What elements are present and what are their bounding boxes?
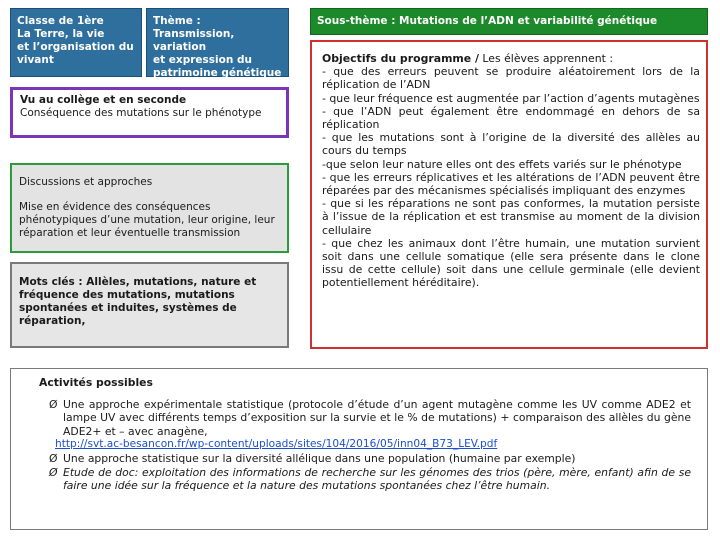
class-line: Classe de 1ère (17, 15, 104, 27)
objectives-heading (322, 52, 700, 65)
sub-theme-box (310, 8, 708, 35)
keywords-box (10, 262, 289, 348)
objective-item: - que les erreurs réplicatives et les altérations de l’ADN peuvent être réparées par des mécanismes spécialisés impliquant des enzymes (322, 170, 700, 198)
objective-item: - que l’ADN peut également être endommagé en dehors de sa réplication (322, 104, 700, 132)
objective-item: - que les mutations sont à l’origine de la diversité des allèles au cours du temps (322, 131, 700, 158)
prior-knowledge-title: Vu au collège et en seconde (20, 94, 187, 106)
theme-line: Thème : (153, 15, 201, 27)
class-line: vivant (17, 54, 54, 66)
theme-box (146, 8, 289, 77)
theme-line: Transmission, variation (153, 28, 235, 53)
discussions-title: Discussions et approches (19, 176, 153, 188)
objective-item: - que chez les animaux dont l’être humain, une mutation survient soit dans une cellule somatique (elle sera présente dans le clone issu de cette cellule) soit dans une cellule germinale (elle devient potentiellement héréditaire). (322, 236, 700, 290)
objective-item: - que si les réparations ne sont pas conformes, la mutation persiste à l’issue de la réplication et est transmise au moment de la division cellulaire (322, 197, 700, 237)
arrow-bullet-icon: Ø (49, 465, 58, 479)
keywords-text: Mots clés : Allèles, mutations, nature et fréquence des mutations, mutations spontanées et induites, systèmes de réparation, (19, 276, 257, 327)
class-line: et l’organisation du (17, 41, 134, 53)
activity-text: Une approche statistique sur la diversité allélique dans une population (humaine par exemple) (63, 451, 576, 465)
activity-text: Une approche expérimentale statistique (protocole d’étude d’un agent mutagène comme les UV comme ADE2 et lampe UV avec différents temps d’exposition sur la survie et le % de mutations) + comparaison des allèles du gène ADE2+ et – avec anagène, (63, 397, 691, 438)
class-line: La Terre, la vie (17, 28, 105, 40)
activities-box (10, 368, 708, 530)
activity-text: Etude de doc: exploitation des informations de recherche sur les génomes des trios (père, mère, enfant) afin de se faire une idée sur la fréquence et la nature des mutations spontanées chez l’être humain. (63, 465, 691, 493)
arrow-bullet-icon: Ø (49, 397, 58, 411)
objectives-intro: Les élèves apprennent : (478, 52, 614, 65)
discussions-box (10, 163, 289, 253)
activity-item (49, 397, 691, 439)
activities-title: Activités possibles (39, 376, 153, 389)
objective-item: -que selon leur nature elles ont des effets variés sur le phénotype (322, 157, 682, 171)
theme-line: et expression du (153, 54, 252, 66)
objectives-title: Objectifs du programme / (322, 52, 479, 65)
sub-theme-title: Sous-thème : Mutations de l’ADN et variabilité génétique (317, 15, 658, 27)
discussions-text: Mise en évidence des conséquences phénotypiques d’une mutation, leur origine, leur réparation et leur éventuelle transmission (19, 201, 275, 239)
prior-knowledge-text: Conséquence des mutations sur le phénotype (20, 107, 262, 119)
arrow-bullet-icon: Ø (49, 451, 58, 465)
objective-item: - que des erreurs peuvent se produire aléatoirement lors de la réplication de l’ADN (322, 65, 700, 92)
class-box (10, 8, 142, 77)
prior-knowledge-box (10, 87, 289, 138)
activity-item (49, 451, 691, 466)
objective-item: - que leur fréquence est augmentée par l’action d’agents mutagènes (322, 91, 700, 105)
objectives-box (310, 40, 708, 349)
theme-line: patrimoine génétique (153, 67, 282, 79)
resource-link[interactable]: http://svt.ac-besancon.fr/wp-content/uploads/sites/104/2016/05/inn04_B73_LEV.pdf (55, 438, 498, 451)
activity-item (49, 465, 691, 493)
